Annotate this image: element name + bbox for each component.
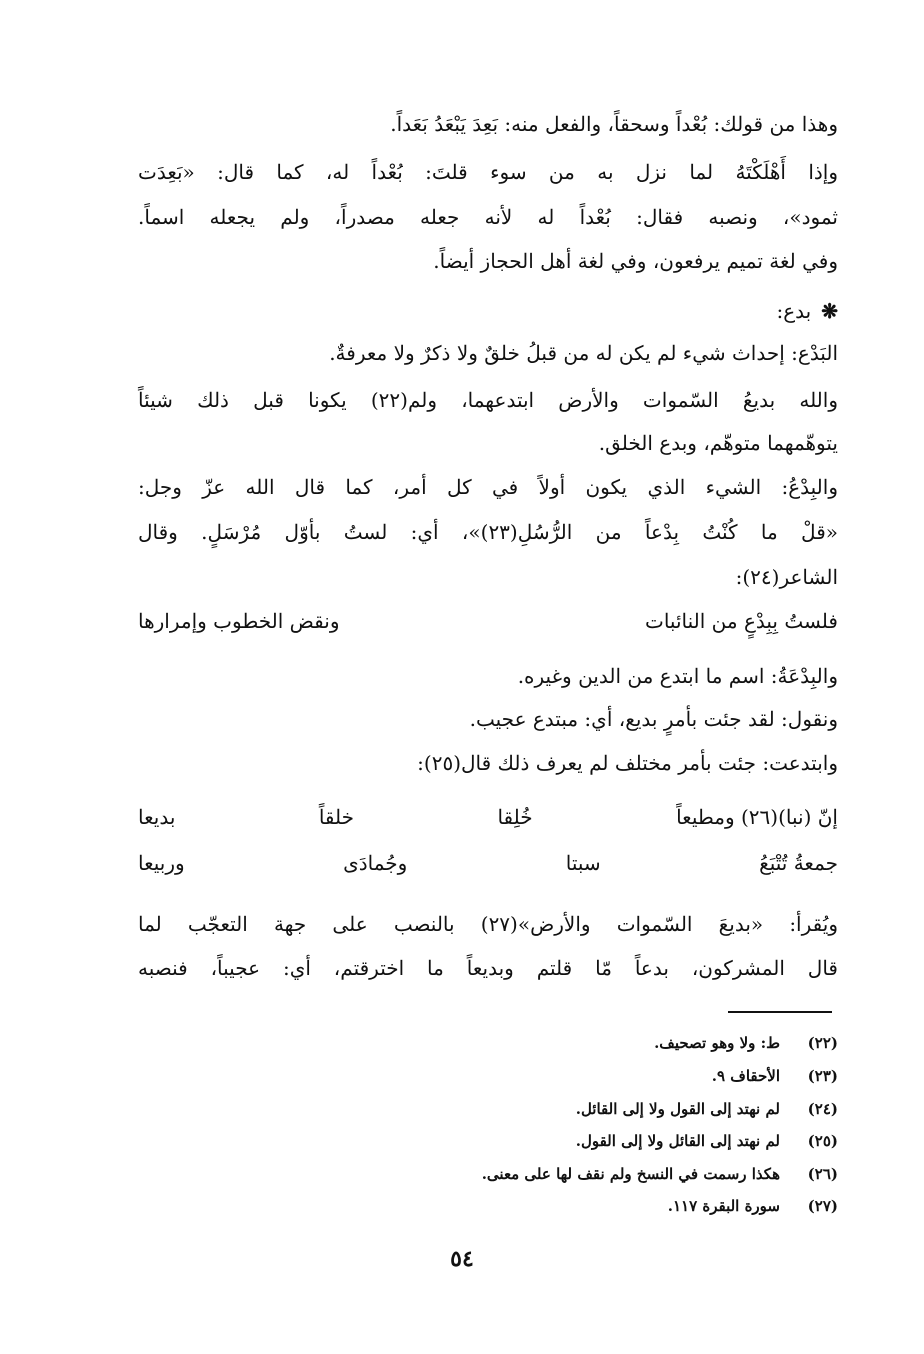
text-line-11: الشاعر(٢٤): xyxy=(735,565,838,589)
text-line-7: والله بديعُ السّموات والأرض ابتدعهما، ولم(٢٢) يكونا قبل ذلك شيئاً xyxy=(138,388,838,412)
text-line-8: يتوهّمهما متوهّم، وبدع الخلق. xyxy=(598,431,838,455)
verse-word: إنّ (نبا)(٢٦) ومطيعاً xyxy=(676,805,838,829)
text-line-4: وفي لغة تميم يرفعون، وفي لغة أهل الحجاز أيضاً. xyxy=(433,249,838,273)
footnote-text: هكذا رسمت في النسخ ولم نقف لها على معنى. xyxy=(481,1165,780,1183)
section-star-icon: ❋ xyxy=(821,299,838,323)
verse-hemistich: فلستُ بِبِدْعٍ من النائبات xyxy=(644,609,838,633)
footnote-number: (٢٢) xyxy=(807,1034,838,1052)
verse-word: سبتا xyxy=(565,851,601,875)
text-line-12: والبِدْعَةُ: اسم ما ابتدع من الدين وغيره. xyxy=(517,664,838,688)
footnote xyxy=(338,1128,838,1154)
text-line-16: قال المشركون، بدعاً مّا قلتم وبديعاً ما اخترقتم، أي: عجيباً، فنصبه xyxy=(138,956,838,980)
footnote xyxy=(338,1096,838,1122)
text-line-9: والبِدْعُ: الشيء الذي يكون أولاً في كل أمر، كما قال الله عزّ وجل: xyxy=(138,475,838,499)
verse-word: خُلِقا xyxy=(497,805,533,829)
footnote-divider xyxy=(728,1011,832,1013)
text-line-3: ثمود»، ونصبه فقال: بُعْداً له لأنه جعله مصدراً، ولم يجعله اسماً. xyxy=(138,205,838,229)
verse-word: وجُمادَى xyxy=(343,851,408,875)
text-line-10: «قلْ ما كُنْتُ بِدْعاً من الرُّسُلِ(٢٣)»، أي: لستُ بأوّل مُرْسَلٍ. وقال xyxy=(138,520,838,544)
page-number: ٥٤ xyxy=(450,1246,474,1272)
text-line-6: البَدْع: إحداث شيء لم يكن له من قبلُ خلقٌ ولا ذكرٌ ولا معرفةٌ. xyxy=(329,341,838,365)
text-line-2: وإذا أَهْلَكْتَهُ لما نزل به من سوء قلتَ: بُعْداً له، كما قال: «بَعِدَت xyxy=(138,160,838,184)
verse-word: جمعةُ تُتْبَعُ xyxy=(759,851,838,875)
footnote xyxy=(338,1161,838,1187)
verse-line-2 xyxy=(138,800,838,834)
footnote-number: (٢٧) xyxy=(807,1197,838,1215)
footnote-number: (٢٤) xyxy=(807,1100,838,1118)
verse-line-3 xyxy=(138,846,838,880)
footnote xyxy=(338,1063,838,1089)
footnote-text: الأحقاف ٩. xyxy=(711,1067,780,1085)
footnote-number: (٢٦) xyxy=(807,1165,838,1183)
footnote-text: سورة البقرة ١١٧. xyxy=(667,1197,780,1215)
entry-heading xyxy=(138,295,838,327)
verse-hemistich: ونقض الخطوب وإمرارها xyxy=(138,609,340,633)
verse-word: بديعا xyxy=(138,805,176,829)
verse-word: وربيعا xyxy=(138,851,185,875)
footnote-number: (٢٣) xyxy=(807,1067,838,1085)
footnote xyxy=(338,1030,838,1056)
footnote-text: ط: ولا وهو تصحيف. xyxy=(654,1034,780,1052)
verse-word: خلقاً xyxy=(318,805,355,829)
footnote-text: لم نهتد إلى القول ولا إلى القائل. xyxy=(575,1100,780,1118)
footnote xyxy=(338,1193,838,1219)
text-line-13: ونقول: لقد جئت بأمرٍ بديع، أي: مبتدع عجيب. xyxy=(469,707,838,731)
entry-heading-label: بدع: xyxy=(776,299,812,323)
footnote-text: لم نهتد إلى القائل ولا إلى القول. xyxy=(575,1132,780,1150)
text-line-15: ويُقرأ: «بديعَ السّموات والأرض»(٢٧) بالنصب على جهة التعجّب لما xyxy=(138,912,838,936)
footnote-number: (٢٥) xyxy=(807,1132,838,1150)
text-line-14: وابتدعت: جئت بأمر مختلف لم يعرف ذلك قال(٢٥): xyxy=(417,751,838,775)
verse-line-1 xyxy=(138,604,838,638)
text-line-1: وهذا من قولك: بُعْداً وسحقاً، والفعل منه: بَعِدَ يَبْعَدُ بَعَداً. xyxy=(390,112,838,136)
